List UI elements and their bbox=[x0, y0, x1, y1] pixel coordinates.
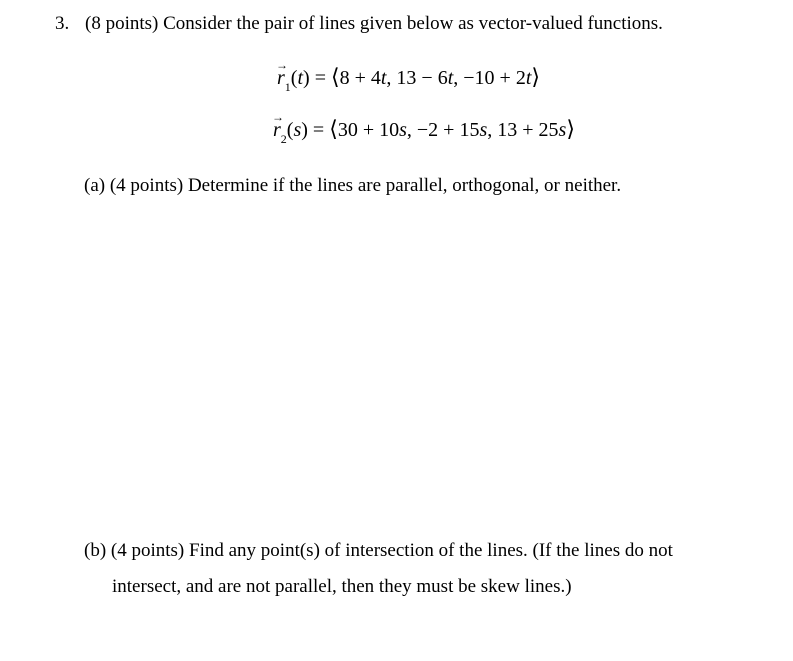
question-header-text: (8 points) Consider the pair of lines given below as vector-valued functions. bbox=[85, 13, 663, 34]
line1-parameter: t bbox=[297, 67, 304, 89]
vector-r1: → $r_1$ bbox=[277, 66, 291, 97]
line1-equation: → $r_1(t)$ = ⟨8 + 4t, 13 − 6t, −10 + 2t⟩ bbox=[277, 65, 540, 97]
line2-equation: → $r_2(s)$ = ⟨30 + 10s, −2 + 15s, 13 + 25s⟩ bbox=[273, 117, 575, 149]
line2-parameter: s bbox=[293, 119, 302, 141]
part-b-prompt: (b) (4 points) Find any point(s) of intersection of the lines. (If the lines do not bbox=[84, 540, 673, 561]
part-a-prompt: (a) (4 points) Determine if the lines are parallel, orthogonal, or neither. bbox=[84, 175, 622, 196]
line1-components: 8 + 4t, 13 − 6t, −10 + 2t bbox=[339, 67, 532, 89]
question-header bbox=[55, 13, 663, 35]
part-b-prompt-continued: intersect, and are not parallel, then they must be skew lines.) bbox=[112, 576, 572, 597]
line2-components: 30 + 10s, −2 + 15s, 13 + 25s bbox=[337, 119, 567, 141]
vector-r2: → $r_2$ bbox=[273, 118, 287, 149]
question-number: 3. bbox=[55, 13, 70, 34]
